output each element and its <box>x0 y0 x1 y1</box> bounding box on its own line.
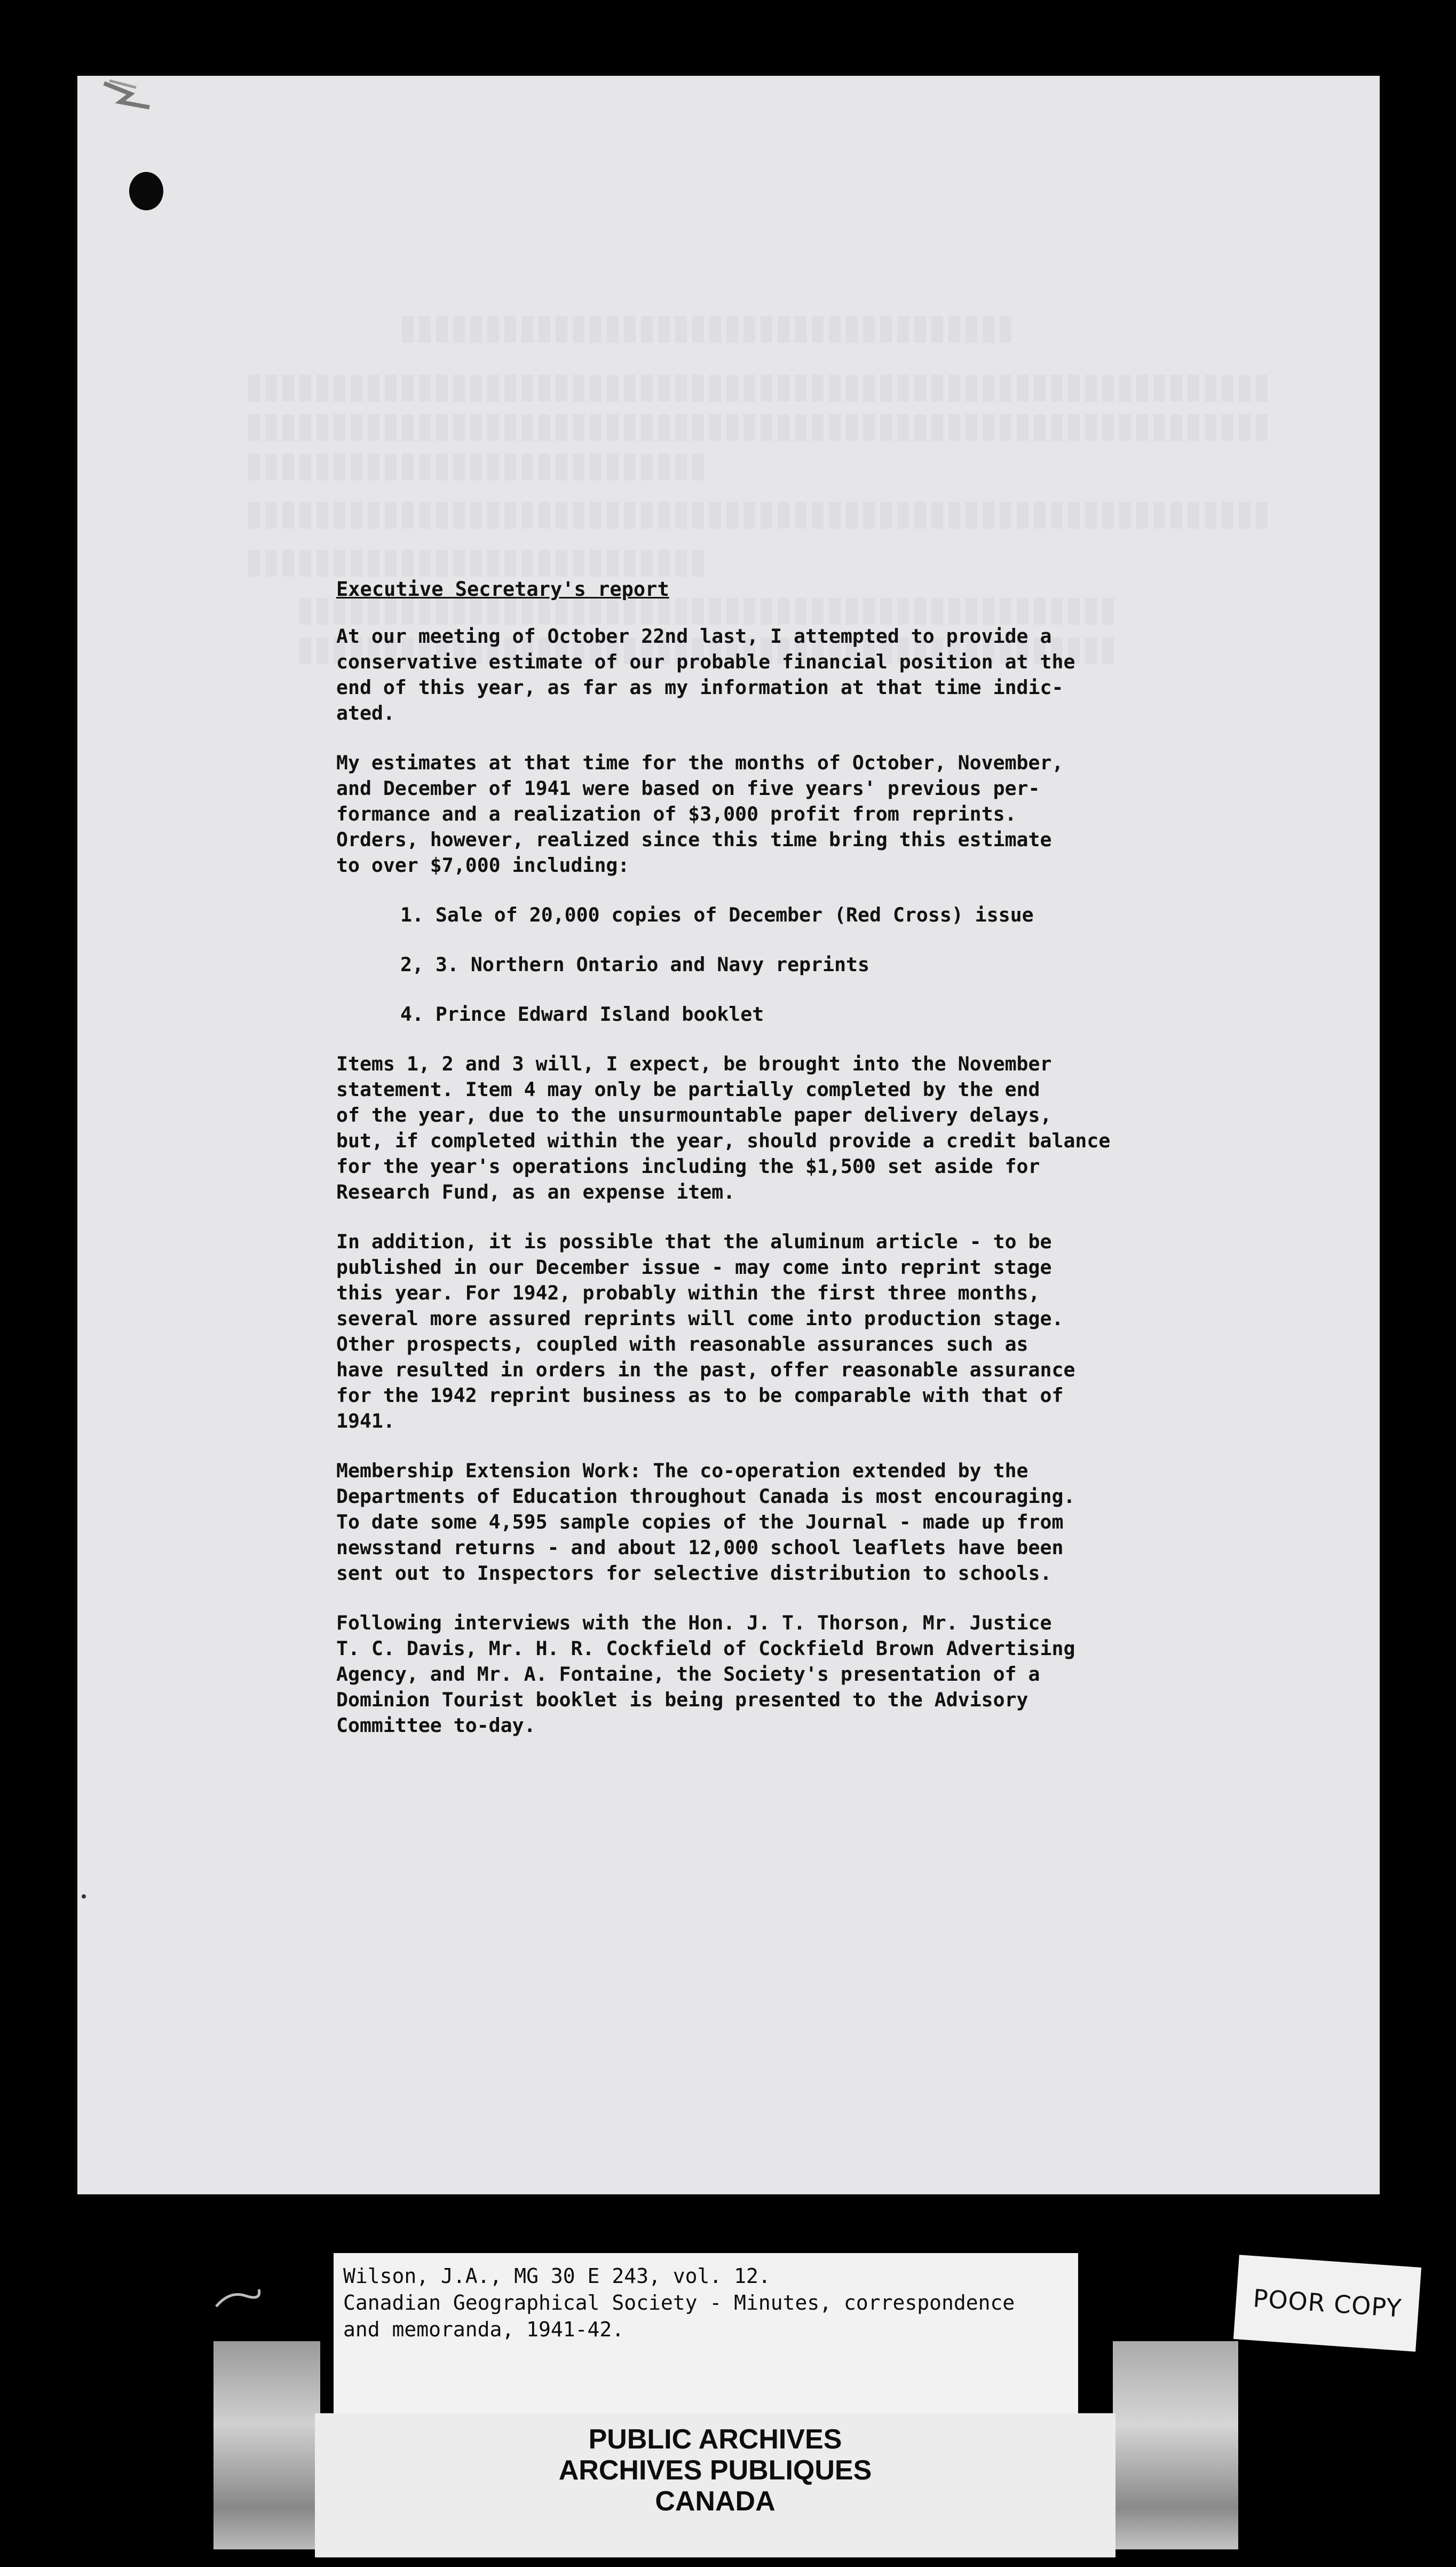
archive-reference-label <box>334 2253 1078 2413</box>
report-item-1: 1. Sale of 20,000 copies of December (Red Cross) issue <box>400 903 1034 926</box>
report-paragraph-4: In addition, it is possible that the aluminum article - to be published in our December issue - may come into reprint stage this year. For 1942, probably within the first three months, several more assured reprints will come into production stage. Other prospects, coupled with reasonable assurances such as have resulted in orders in the past, offer reasonable assurance for the 1942 reprint business as to be comparable with that of 1941. <box>336 1230 1075 1432</box>
report-item-2-3: 2, 3. Northern Ontario and Navy reprints <box>400 953 869 976</box>
staple-mark-icon <box>99 78 163 110</box>
report-paragraph-2: My estimates at that time for the months of October, November, and December of 1941 were based on five years' previous per- formance and a realization of $3,000 profit from reprints. Orders, however, realized since this time bring this estimate to over $7,000 including: <box>336 751 1064 877</box>
label-line-2: Canadian Geographical Society - Minutes, correspondence <box>343 2291 1015 2314</box>
speck-mark <box>81 1891 86 1902</box>
report-paragraph-6: Following interviews with the Hon. J. T. Thorson, Mr. Justice T. C. Davis, Mr. H. R. Cockfield of Cockfield Brown Advertising Agency, and Mr. A. Fontaine, the Society's presentation of a Dominion Tourist booklet is being presented to the Advisory Committee to-day. <box>336 1611 1075 1737</box>
label-line-3: and memoranda, 1941-42. <box>343 2318 624 2341</box>
stamp-line-1: PUBLIC ARCHIVES <box>588 2424 842 2455</box>
executive-secretary-report <box>336 577 1190 1762</box>
public-archives-stamp <box>315 2413 1115 2557</box>
ink-scrap-icon <box>213 2285 262 2312</box>
report-item-4: 4. Prince Edward Island booklet <box>400 1003 764 1026</box>
stamp-line-3: CANADA <box>655 2486 776 2517</box>
poor-copy-note: POOR COPY <box>1233 2255 1421 2351</box>
punch-hole <box>129 172 163 210</box>
stamp-line-2: ARCHIVES PUBLIQUES <box>558 2455 872 2486</box>
tape-strip-right <box>1113 2341 1238 2549</box>
label-line-1: Wilson, J.A., MG 30 E 243, vol. 12. <box>343 2264 771 2288</box>
report-paragraph-3: Items 1, 2 and 3 will, I expect, be brought into the November statement. Item 4 may only be partially completed by the end of the year, due to the unsurmountable paper delivery delays, but, if completed within the year, should provide a credit balance for the year's operations including the $1,500 set aside for Research Fund, as an expense item. <box>336 1052 1111 1203</box>
report-heading: Executive Secretary's report <box>336 578 669 601</box>
tape-strip-left <box>213 2341 320 2549</box>
report-paragraph-5: Membership Extension Work: The co-operation extended by the Departments of Education throughout Canada is most encouraging. To date some 4,595 sample copies of the Journal - made up from newsstand returns - and about 12,000 school leaflets have been sent out to Inspectors for selective distribution to schools. <box>336 1459 1075 1585</box>
report-paragraph-1: At our meeting of October 22nd last, I attempted to provide a conservative estimate of our probable financial position at the end of this year, as far as my information at that time indic- ated. <box>336 625 1075 725</box>
